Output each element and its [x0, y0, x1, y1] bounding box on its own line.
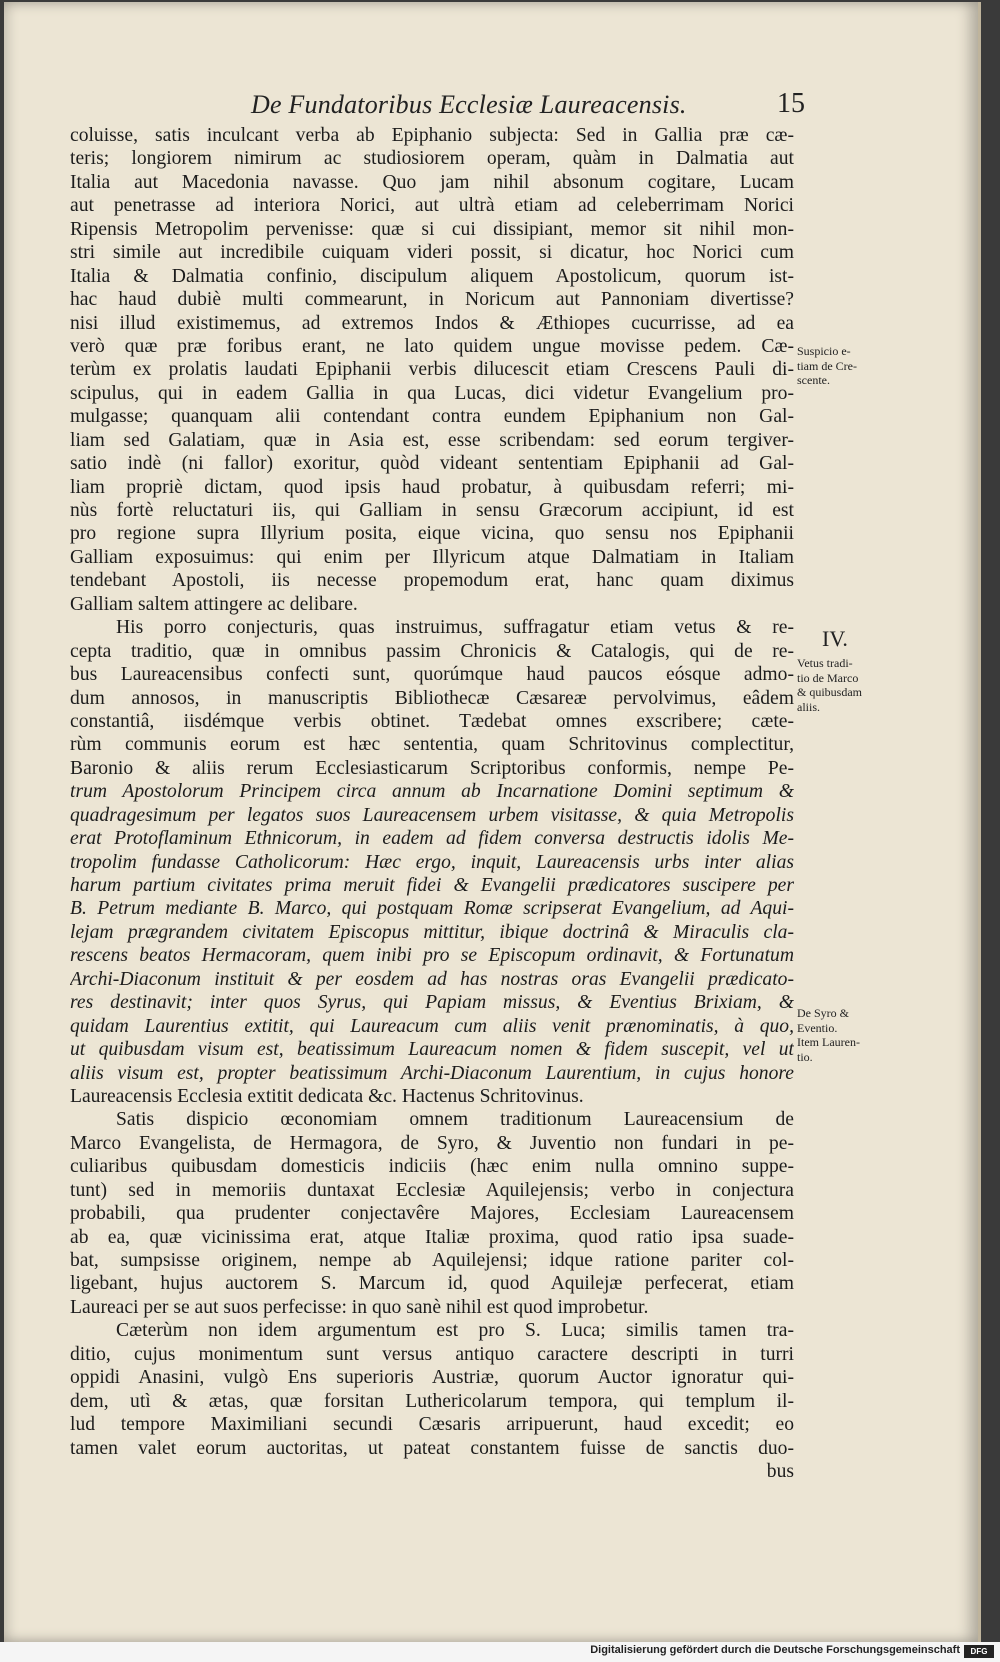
text-line: mulgasse; quanquam alii contendant contra eundem Epiphanium non Gal- [70, 406, 794, 428]
text-line: Italia aut Macedonia navasse. Quo jam nihil absonum cogitare, Lucam [70, 171, 794, 193]
text-line: Archi-Diaconum instituit & per eosdem ad has nostras oras Evangelii prædicato- [70, 968, 794, 990]
text-line: ditio, cujus monimentum sunt versus antiquo caractere descripti in turri [70, 1343, 794, 1365]
text-line: dum annosos, in manuscriptis Bibliothecæ Cæsareæ pervolvimus, eâdem [70, 687, 794, 709]
text-line: nùs fortè reluctaturi iis, qui Galliam in sensu Græcorum accipiunt, id est [70, 500, 794, 521]
marginal-note-line: scente. [797, 373, 830, 387]
marginal-note-line: tio. [797, 1049, 813, 1064]
text-line: bus [766, 1460, 794, 1482]
footer-credit: Digitalisierung gefördert durch die Deutsche Forschungsgemeinschaft [590, 1644, 960, 1656]
dfg-logo: DFG [964, 1645, 994, 1658]
text-line: ligebant, hujus auctorem S. Marcum id, quod Aquilejæ perfecerat, etiam [70, 1273, 794, 1295]
text-line: lejam prægrandem civitatem Episcopus mittitur, ibique doctrinâ & Miraculis cla- [70, 921, 794, 943]
text-line: nisi illud existimemus, ad extremos Indos & Æthiopes cucurrisse, ad ea [70, 312, 794, 334]
text-line: rùm communis eorum est hæc sententia, quam Schritovinus complectitur, [70, 734, 794, 756]
text-line: bat, sumpsisse originem, nempe ab Aquilejensi; idque ratione pariter col- [70, 1250, 794, 1271]
text-line: stri simile aut incredibile cuiquam videri possit, si dicatur, hoc Norici cum [70, 242, 794, 264]
text-line: Galliam saltem attingere ac delibare. [70, 593, 358, 615]
text-line: satio indè (ni fallor) exoritur, quòd videant sententiam Epiphanii ad Gal- [70, 453, 794, 475]
main-text [70, 124, 794, 1483]
marginal-note-line: Suspicio e- [797, 344, 851, 358]
text-line: Baronio & aliis rerum Ecclesiasticarum Scriptoribus conformis, nempe Pe- [70, 757, 794, 779]
marginal-note-line: De Syro & [797, 1006, 849, 1020]
text-line: erat Protoflaminum Ethnicorum, in eadem ad fidem conversa destructis idolis Me- [70, 828, 794, 850]
text-line: ab ea, quæ vicinissima erat, atque Italiæ proxima, quod ratio ipsa suade- [70, 1226, 794, 1248]
text-line: ut quibusdam visum est, beatissimum Laureacum nomen & fidem suscepit, vel ut [70, 1039, 794, 1061]
marginal-note-line: Vetus tradi- [797, 656, 853, 670]
marginal-note-line: tiam de Cre- [797, 358, 857, 373]
running-header: De Fundatoribus Ecclesiæ Laureacensis. [251, 90, 687, 119]
text-line: Laureacensis Ecclesia extitit dedicata &c. Hactenus Schritovinus. [70, 1085, 584, 1107]
text-line: rescens beatos Hermacoram, quem inibi pro se Episcopum ordinavit, & Fortunatum [70, 945, 794, 967]
marginal-note-traditio [797, 656, 862, 714]
text-line: liam sed Galatiam, quæ in Asia est, esse scribendam: sed eorum tergiver- [70, 429, 794, 451]
page-number: 15 [777, 88, 805, 119]
marginal-note-line: Eventio. [797, 1020, 838, 1035]
text-line: quidam Laurentius extitit, qui Laureacum cum aliis venit prænominatis, à quo, [70, 1015, 794, 1037]
text-line: probabili, qua prudenter conjectavêre Majores, Ecclesiam Laureacensem [70, 1203, 794, 1225]
text-line: Italia & Dalmatia confinio, discipulum aliquem Apostolicum, quorum ist- [70, 265, 794, 287]
text-line: oppidi Anasini, vulgò Ens superioris Austriæ, quorum Auctor ignoratur qui- [70, 1367, 794, 1389]
text-line: teris; longiorem nimirum ac studiosiorem operam, quàm in Dalmatia aut [70, 148, 794, 170]
text-line: scipulus, qui in eadem Gallia in qua Lucas, dici videtur Evangelium pro- [70, 382, 794, 404]
marginal-note-line: tio de Marco [797, 670, 859, 685]
text-line: Satis dispicio œconomiam omnem traditionum Laureacensium de [116, 1109, 794, 1131]
text-line: hac haud dubiè multi commearunt, in Noricum aut Pannoniam divertisse? [70, 289, 794, 311]
text-line: bus Laureacensibus confecti sunt, quorúmque haud paucos eósque admo- [70, 664, 794, 686]
text-line: Marco Evangelista, de Hermagora, de Syro, & Juventio non fundari in pe- [70, 1132, 794, 1154]
text-line: aut penetrasse ad interiora Norici, aut ultrà etiam ad celeberrimam Norici [70, 195, 794, 217]
text-line: constantiâ, iisdémque verbis obtinet. Tædebat omnes exscribere; cæte- [70, 710, 794, 732]
marginal-note-syro [797, 1006, 860, 1064]
text-line: culiaribus quibusdam domesticis indiciis (hæc enim nulla omnino suppe- [70, 1156, 794, 1178]
text-line: cepta traditio, quæ in omnibus passim Chronicis & Catalogis, qui de re- [70, 640, 794, 662]
footer-bar [0, 1642, 1000, 1662]
marginal-note-crescens [797, 344, 857, 388]
text-line: harum partium civitates prima meruit fidei & Evangelii prædicatores suscipere per [70, 875, 794, 896]
text-line: pro regione supra Illyrium posita, eique vicina, quo sensu nos Epiphanii [70, 523, 794, 545]
text-line: verò quæ præ foribus erant, ne lato quidem ungue movisse pedem. Cæ- [70, 335, 794, 357]
marginal-note-line: Item Lauren- [797, 1035, 860, 1049]
book-page [4, 2, 981, 1642]
text-line: His porro conjecturis, quas instruimus, suffragatur etiam vetus & re- [116, 617, 794, 639]
text-line: tamen valet eorum auctoritas, ut pateat constantem fuisse de sanctis duo- [70, 1437, 794, 1459]
text-line: aliis visum est, propter beatissimum Archi-Diaconum Laurentium, in cujus honore [70, 1062, 794, 1084]
text-line: Laureaci per se aut suos perfecisse: in quo sanè nihil est quod improbetur. [70, 1296, 649, 1318]
text-line: res destinavit; inter quos Syrus, qui Papiam missus, & Eventius Brixiam, & [70, 992, 794, 1014]
text-line: liam propriè dictam, quod ipsis haud probatur, à quibusdam referri; mi- [70, 476, 794, 498]
text-line: tunt) sed in memoriis duntaxat Ecclesiæ Aquilejensis; verbo in conjectura [70, 1179, 794, 1201]
text-line: tropolim fundasse Catholicorum: Hæc ergo, inquit, Laureacensis urbs inter alias [70, 851, 794, 873]
text-line: coluisse, satis inculcant verba ab Epiphanio subjecta: Sed in Gallia præ cæ- [70, 125, 794, 146]
text-line: terùm ex prolatis laudati Epiphanii verbis dilucescit etiam Crescens Pauli di- [70, 359, 794, 381]
section-number: IV. [822, 626, 848, 651]
text-line: lud tempore Maximiliani secundi Cæsaris arripuerunt, haud excedit; eo [70, 1414, 794, 1436]
text-line: tendebant Apostoli, iis necesse propemodum erat, hanc quam diximus [70, 570, 794, 592]
text-line: Ripensis Metropolim pervenisse: quæ si cui dissipiant, memor sit nihil mon- [70, 218, 794, 240]
text-line: dem, utì & ætas, quæ forsitan Luthericolarum tempora, qui templum il- [70, 1390, 794, 1412]
text-line: Cæterùm non idem argumentum est pro S. Luca; similis tamen tra- [116, 1320, 794, 1342]
marginal-note-line: & quibusdam [797, 685, 862, 699]
text-line: trum Apostolorum Principem circa annum ab Incarnatione Domini septimum & [70, 781, 794, 803]
text-line: Galliam exposuimus: qui enim per Illyricum atque Dalmatiam in Italiam [70, 546, 794, 568]
text-line: quadragesimum per legatos suos Laureacensem urbem visitasse, & quia Metropolis [70, 804, 794, 826]
marginal-note-line: aliis. [797, 699, 820, 714]
text-line: B. Petrum mediante B. Marco, qui postquam Romæ scripserat Evangelium, ad Aqui- [70, 898, 794, 920]
